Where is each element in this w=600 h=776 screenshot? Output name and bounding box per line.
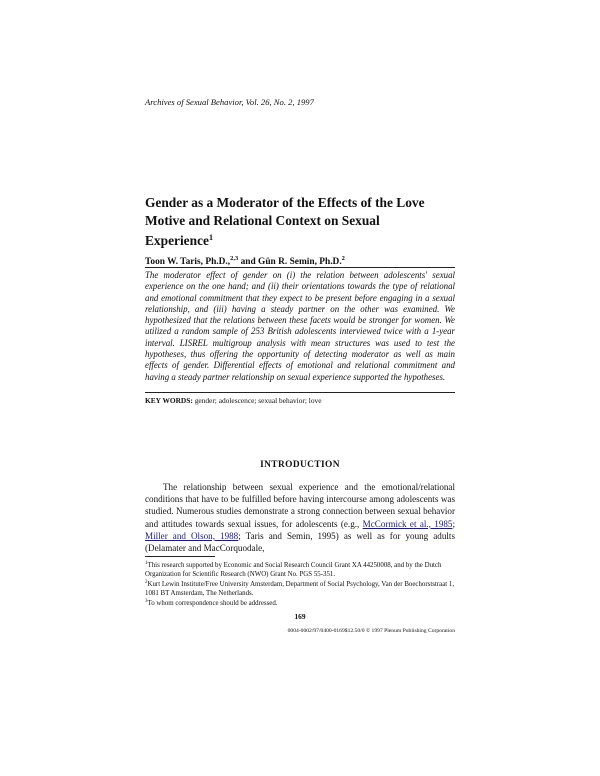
journal-running-head: Archives of Sexual Behavior, Vol. 26, No. 2, 1997 xyxy=(145,97,314,107)
footnote-rule xyxy=(145,556,215,557)
abstract-bottom-rule xyxy=(145,392,455,393)
abstract xyxy=(145,270,455,383)
footnote-2 xyxy=(145,579,455,598)
title-footnote-mark[interactable]: 1 xyxy=(208,233,213,242)
abstract-top-rule xyxy=(145,267,455,268)
author-2: Gün R. Semin, Ph.D. xyxy=(258,257,342,267)
citation-link-miller-olson[interactable]: Miller and Olson, 1988 xyxy=(145,530,239,541)
article-title xyxy=(145,194,445,250)
footnote-1-mark: 1 xyxy=(145,561,148,566)
author-connector: and xyxy=(238,257,259,267)
footnote-1 xyxy=(145,560,455,579)
citation-link-mccormick[interactable]: McCormick et al., 1985 xyxy=(362,518,453,529)
author-1: Toon W. Taris, Ph.D., xyxy=(145,257,231,267)
footnote-2-mark: 2 xyxy=(145,580,148,586)
footnote-3 xyxy=(145,598,455,609)
keywords-label: KEY WORDS: xyxy=(145,396,193,405)
keywords-text: gender; adolescence; sexual behavior; love xyxy=(192,396,322,405)
abstract-text: The moderator effect of gender on (i) the relation between adolescents' sexual experience on the one hand; and (ii) their orientations towards the type of relational and emotional commitment that they expect to be present before engaging in a sexual relationship, and (iii) having a steady partner on the other was examined. We hypothesized that the relations between these facets would be stronger for women. We utilized a random sample of 253 British adolescents interviewed twice with a 1-year interval. LISREL multigroup analysis with mean structures was used to test the hypotheses, thus offering the opportunity of detecting moderator as well as main effects of gender. Differential effects of emotional and relational commitment and having a steady partner relationship on sexual experience supported the hypotheses. xyxy=(145,270,455,382)
introduction-text xyxy=(145,481,455,554)
section-heading-introduction: INTRODUCTION xyxy=(260,460,340,470)
page-number: 169 xyxy=(294,612,306,621)
footnote-2-text: Kurt Lewin Institute/Free University Amsterdam, Department of Social Psychology, Van der Boechorststraat 1, 1081 BT Amsterdam, The Netherlands. xyxy=(145,581,455,597)
footnote-3-mark: 3 xyxy=(145,599,148,605)
article-title-text: Gender as a Moderator of the Effects of the Love Motive and Relational Context on Sexual Experience xyxy=(145,195,425,248)
introduction-paragraph xyxy=(145,481,455,554)
author-1-marks[interactable]: 2,3 xyxy=(230,255,239,262)
footnote-3-text: To whom correspondence should be addressed. xyxy=(147,600,278,608)
footnote-1-text: This research supported by Economic and Social Research Council Grant XA 44250008, and by the Dutch Organization for Scientific Research (NWO) Grant No. PGS 55-351. xyxy=(145,562,442,578)
body-text-part-1: The relationship between sexual experience and the emotional/relational conditions that have to be fulfilled before having intercourse among adolescents was studied. Numerous studies demonstrate a strong connection between sexual behavior and attitudes towards sexual issues, for adolescents (e.g., xyxy=(145,482,455,529)
keywords xyxy=(145,396,455,405)
author-2-marks[interactable]: 2 xyxy=(341,255,345,262)
citation-separator: ; xyxy=(452,518,455,529)
footnotes xyxy=(145,560,455,609)
body-text-part-2: ; Taris and Semin, 1995) as well as for young adults (Delamater and MacCorquodale, xyxy=(145,530,455,554)
copyright-line: 0004-0002/97/0400-0169$12.50/0 © 1997 Plenum Publishing Corporation xyxy=(287,628,455,634)
author-line xyxy=(145,255,345,267)
